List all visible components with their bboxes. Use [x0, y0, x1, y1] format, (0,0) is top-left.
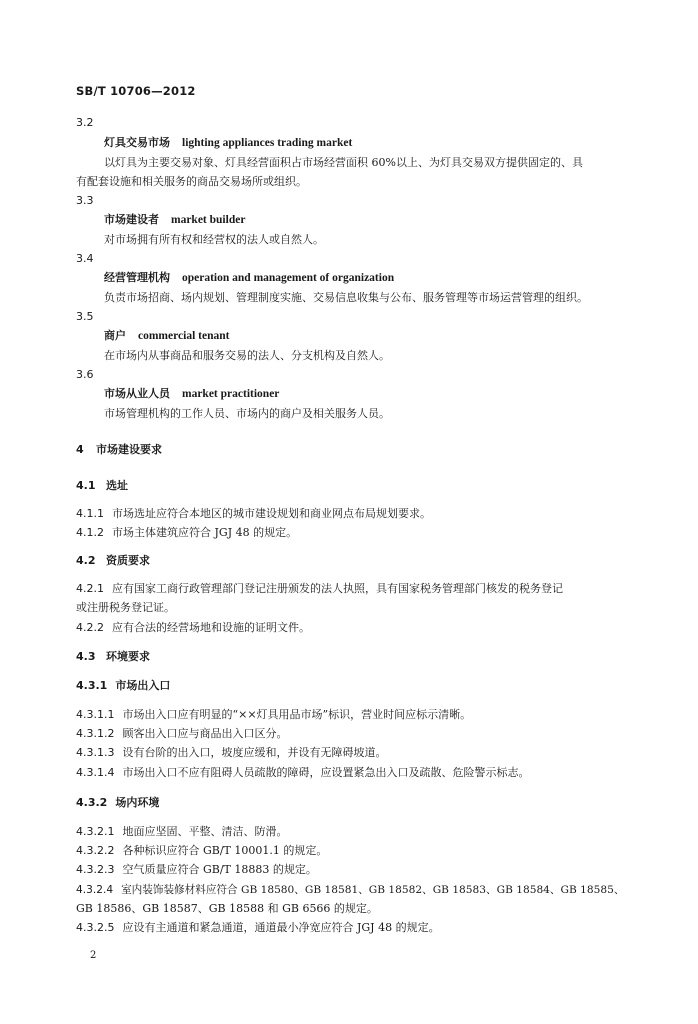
- term-chinese: 经营管理机构: [104, 271, 170, 284]
- term-chinese: 市场建设者: [104, 213, 159, 226]
- sub-subsection-heading: [76, 679, 170, 693]
- sub-subsection-heading: [76, 796, 159, 810]
- def-term: [104, 329, 229, 343]
- section-title: 市场建设要求: [96, 443, 162, 456]
- sub-subsection-number: 4.3.1: [76, 679, 108, 692]
- clause: [76, 727, 287, 741]
- def-description: 对市场拥有所有权和经营权的法人或自然人。: [104, 233, 324, 246]
- subsection-heading: [76, 650, 150, 664]
- def-description: 负责市场招商、场内规划、管理制度实施、交易信息收集与公布、服务管理等市场运营管理的组织。: [104, 291, 588, 304]
- sub-subsection-title: 市场出入口: [115, 679, 171, 692]
- subsection-number: 4.3: [76, 650, 96, 663]
- subsection-heading: [76, 479, 128, 493]
- clause-number: 4.3.2.1: [76, 825, 115, 838]
- clause: [76, 921, 440, 935]
- term-chinese: 灯具交易市场: [104, 136, 170, 149]
- subsection-number: 4.2: [76, 554, 96, 567]
- clause-text: 各种标识应符合 GB/T 10001.1 的规定。: [122, 844, 328, 857]
- def-number: 3.6: [76, 368, 94, 381]
- clause-text: 市场主体建筑应符合 JGJ 48 的规定。: [112, 526, 298, 539]
- clause-text: 市场选址应符合本地区的城市建设规划和商业网点布局规划要求。: [112, 507, 431, 520]
- clause-number: 4.2.1: [76, 582, 104, 595]
- clause: [76, 582, 563, 596]
- def-description: 在市场内从事商品和服务交易的法人、分支机构及自然人。: [104, 349, 390, 362]
- term-english: market practitioner: [182, 388, 280, 400]
- subsection-heading: [76, 554, 150, 568]
- clause-text: 应设有主通道和紧急通道，通道最小净宽应符合 JGJ 48 的规定。: [122, 921, 440, 934]
- def-number: 3.2: [76, 116, 94, 129]
- def-description-cont: 有配套设施和相关服务的商品交易场所或组织。: [76, 175, 307, 188]
- def-description: 以灯具为主要交易对象、灯具经营面积占市场经营面积 60%以上、为灯具交易双方提供固定的、具: [104, 156, 583, 169]
- clause: [76, 746, 386, 760]
- clause: [76, 825, 287, 839]
- term-english: market builder: [171, 214, 246, 226]
- term-chinese: 商户: [104, 329, 126, 342]
- clause-text: 市场出入口不应有阻碍人员疏散的障碍，应设置紧急出入口及疏散、危险警示标志。: [122, 766, 530, 779]
- clause-number: 4.3.2.5: [76, 921, 115, 934]
- standard-header: SB/T 10706—2012: [76, 84, 196, 98]
- clause-text-cont: GB 18586、GB 18587、GB 18588 和 GB 6566 的规定。: [76, 902, 378, 915]
- term-english: operation and management of organization: [182, 272, 395, 284]
- clause: [76, 844, 327, 858]
- clause: [76, 883, 624, 897]
- subsection-title: 环境要求: [106, 650, 150, 663]
- clause: [76, 863, 317, 877]
- def-number: 3.5: [76, 310, 94, 323]
- clause-text: 室内装饰装修材料应符合 GB 18580、GB 18581、GB 18582、GB 18583、GB 18584、GB 18585、: [121, 884, 625, 896]
- clause: [76, 621, 310, 635]
- clause-text: 空气质量应符合 GB/T 18883 的规定。: [122, 863, 317, 876]
- clause-number: 4.1.2: [76, 526, 104, 539]
- term-english: lighting appliances trading market: [182, 137, 353, 149]
- def-number: 3.3: [76, 194, 94, 207]
- clause-number: 4.3.1.4: [76, 766, 115, 779]
- def-term: [104, 136, 352, 150]
- clause-text: 设有台阶的出入口，坡度应缓和，并设有无障碍坡道。: [122, 746, 387, 759]
- section-number: 4: [76, 443, 84, 456]
- def-term: [104, 213, 245, 227]
- subsection-title: 资质要求: [106, 554, 150, 567]
- clause-text: 顾客出入口应与商品出入口区分。: [122, 727, 288, 740]
- clause: [76, 507, 431, 521]
- def-term: [104, 387, 279, 401]
- sub-subsection-title: 场内环境: [115, 796, 160, 809]
- clause-text: 地面应坚固、平整、清洁、防滑。: [122, 825, 288, 838]
- clause-text: 市场出入口应有明显的“××灯具用品市场”标识，营业时间应标示清晰。: [122, 708, 472, 721]
- clause: [76, 526, 297, 540]
- clause-text: 应有国家工商行政管理部门登记注册颁发的法人执照，具有国家税务管理部门核发的税务登记: [112, 582, 563, 595]
- clause-text: 应有合法的经营场地和设施的证明文件。: [112, 621, 310, 634]
- clause-text-cont: 或注册税务登记证。: [76, 601, 175, 614]
- clause-number: 4.3.1.1: [76, 708, 115, 721]
- sub-subsection-number: 4.3.2: [76, 796, 108, 809]
- def-description: 市场管理机构的工作人员、市场内的商户及相关服务人员。: [104, 407, 390, 420]
- clause-number: 4.1.1: [76, 507, 104, 520]
- page-number: 2: [90, 950, 97, 961]
- clause-number: 4.2.2: [76, 621, 104, 634]
- clause: [76, 766, 529, 780]
- def-number: 3.4: [76, 252, 94, 265]
- clause-number: 4.3.1.3: [76, 746, 115, 759]
- section-heading: [76, 443, 162, 457]
- clause-number: 4.3.1.2: [76, 727, 115, 740]
- def-term: [104, 271, 394, 285]
- subsection-title: 选址: [106, 479, 128, 492]
- subsection-number: 4.1: [76, 479, 96, 492]
- clause-number: 4.3.2.4: [76, 884, 114, 896]
- term-chinese: 市场从业人员: [104, 387, 170, 400]
- clause-number: 4.3.2.2: [76, 844, 115, 857]
- clause-number: 4.3.2.3: [76, 863, 115, 876]
- term-english: commercial tenant: [138, 330, 230, 342]
- clause: [76, 708, 471, 722]
